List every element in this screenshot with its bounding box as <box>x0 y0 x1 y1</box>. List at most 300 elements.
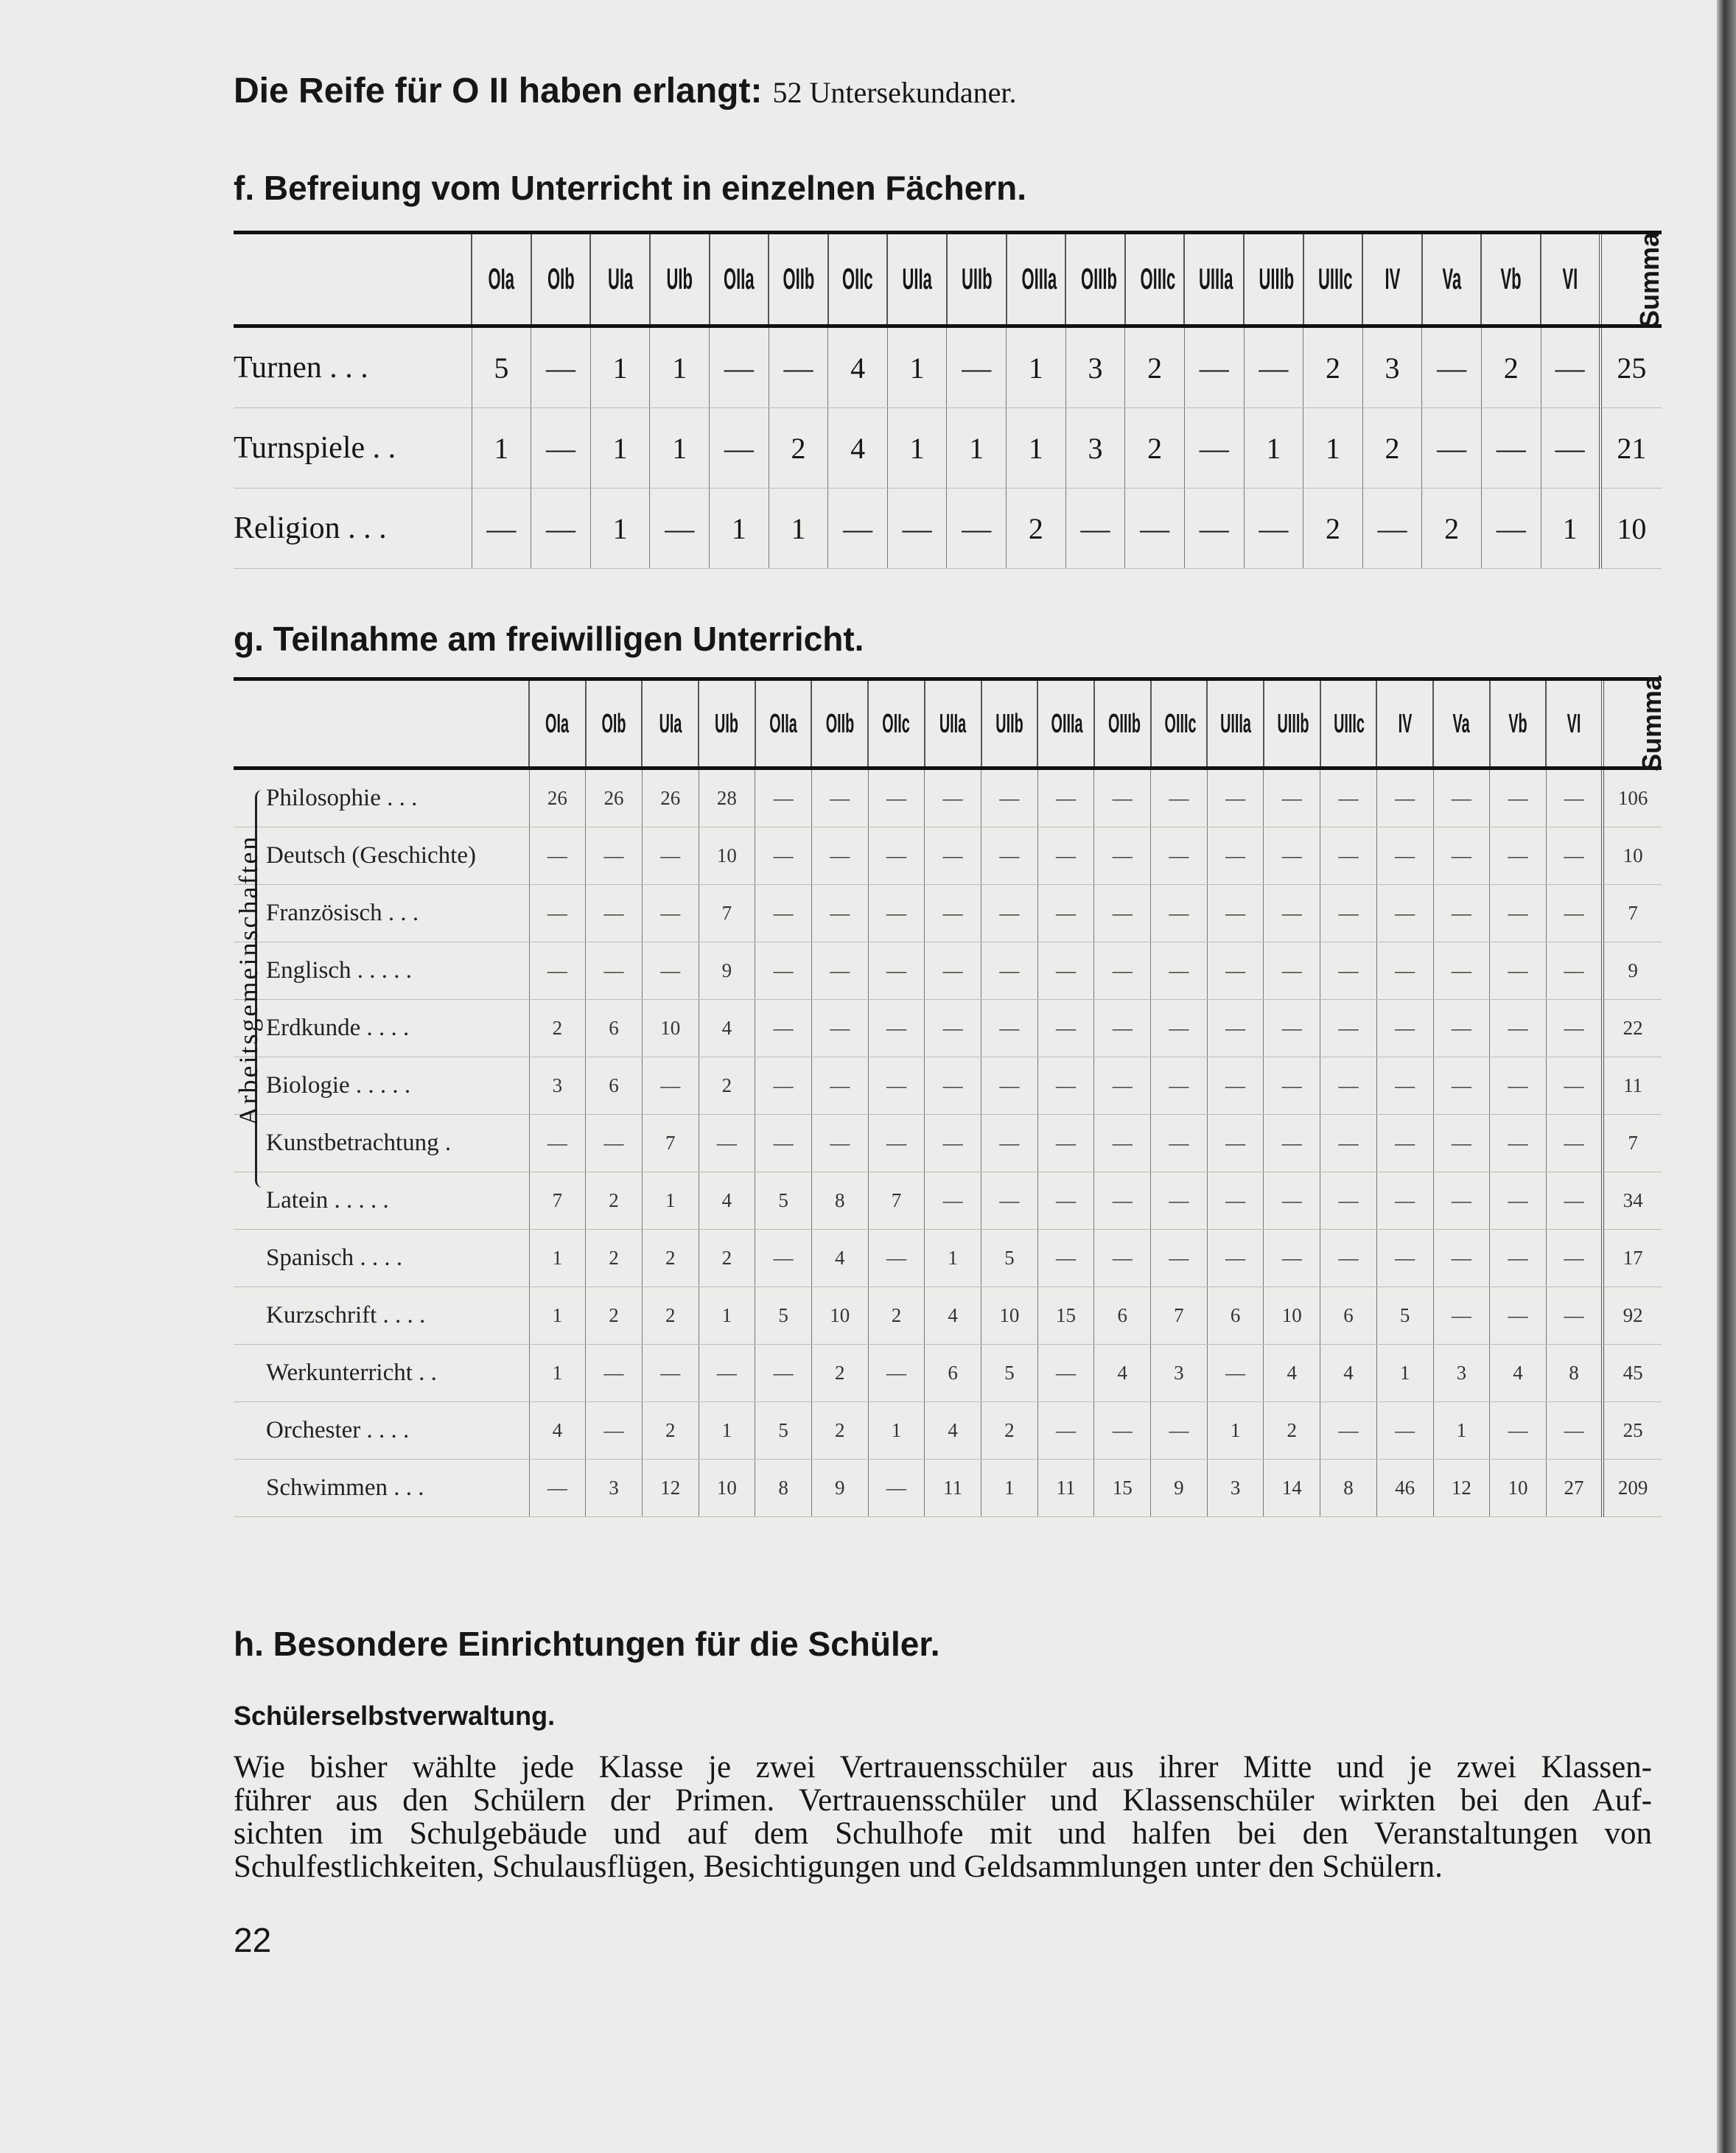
table-cell: — <box>1320 1172 1377 1230</box>
table-row <box>234 1230 1662 1287</box>
section-g-title: g. Teilnahme am freiwilligen Unterricht. <box>234 620 864 658</box>
column-header <box>1541 233 1600 326</box>
table-cell: — <box>1490 885 1547 942</box>
table-cell: 14 <box>1264 1460 1320 1517</box>
column-header <box>1007 233 1066 326</box>
table-cell: 1 <box>1244 408 1303 489</box>
table-cell: — <box>586 885 643 942</box>
table-cell: 10 <box>699 1460 755 1517</box>
table-cell: — <box>650 489 710 569</box>
column-header-label: OIIc <box>842 262 873 295</box>
table-cell: — <box>868 1000 925 1057</box>
table-cell: — <box>925 942 981 1000</box>
row-sum: 10 <box>1603 827 1662 885</box>
table-cell: 8 <box>1546 1345 1603 1402</box>
table-cell: — <box>1433 1172 1490 1230</box>
column-header <box>868 679 925 769</box>
column-header-label: Summa <box>1637 675 1667 772</box>
table-cell: — <box>1376 1230 1433 1287</box>
column-header-label: OIIIa <box>1051 708 1083 738</box>
table-cell: — <box>1264 1057 1320 1115</box>
table-cell: — <box>1264 1230 1320 1287</box>
table-cell: 3 <box>1065 326 1125 408</box>
table-cell: — <box>1320 1115 1377 1172</box>
table-cell: 5 <box>755 1172 812 1230</box>
table-cell: — <box>1546 1230 1603 1287</box>
column-header <box>1303 233 1363 326</box>
table-cell: — <box>868 827 925 885</box>
table-cell: — <box>1037 885 1094 942</box>
group-label: Arbeitsgemeinschaften <box>234 834 263 1126</box>
reife-value: 52 Untersekundaner. <box>772 76 1017 109</box>
table-cell: — <box>1094 1115 1151 1172</box>
table-cell: — <box>1433 827 1490 885</box>
column-header <box>529 679 586 769</box>
table-cell: — <box>1037 769 1094 827</box>
table-cell: — <box>1376 769 1433 827</box>
table-cell: 7 <box>529 1172 586 1230</box>
table-cell: — <box>868 885 925 942</box>
row-sum: 7 <box>1603 1115 1662 1172</box>
table-cell: — <box>1037 1345 1094 1402</box>
table-cell: — <box>529 1115 586 1172</box>
table-cell: — <box>642 1345 699 1402</box>
table-cell: 6 <box>586 1000 643 1057</box>
table-row <box>234 489 1662 569</box>
table-cell: 11 <box>1037 1460 1094 1517</box>
table-cell: — <box>981 942 1038 1000</box>
table-cell: — <box>1376 827 1433 885</box>
table-cell: 9 <box>1151 1460 1208 1517</box>
column-header <box>947 233 1007 326</box>
table-cell: 1 <box>1207 1402 1264 1460</box>
table-cell: — <box>531 408 591 489</box>
column-header <box>642 679 699 769</box>
table-cell: — <box>1433 1057 1490 1115</box>
table-cell: — <box>1546 769 1603 827</box>
row-label: Schwimmen . . . <box>234 1460 529 1517</box>
table-cell: 4 <box>1320 1345 1377 1402</box>
table-cell: — <box>529 885 586 942</box>
table-cell: 4 <box>811 1230 868 1287</box>
column-header-label: Summa <box>1634 231 1665 328</box>
table-cell: — <box>1151 942 1208 1000</box>
table-cell: 3 <box>1065 408 1125 489</box>
table-cell: 2 <box>1362 408 1422 489</box>
table-cell: 1 <box>529 1345 586 1402</box>
table-cell: — <box>1264 1115 1320 1172</box>
column-header-label: OIa <box>545 708 570 738</box>
table-cell: — <box>1481 408 1541 489</box>
table-cell: 2 <box>1125 408 1185 489</box>
table-cell: 6 <box>1094 1287 1151 1345</box>
table-cell: — <box>1490 827 1547 885</box>
row-sum: 209 <box>1603 1460 1662 1517</box>
table-cell: — <box>1320 1230 1377 1287</box>
table-cell: — <box>1207 1115 1264 1172</box>
table-cell: — <box>1541 408 1600 489</box>
table-cell: 5 <box>755 1402 812 1460</box>
table-cell: — <box>1433 942 1490 1000</box>
table-cell: 2 <box>769 408 828 489</box>
column-header-label: UIIIc <box>1333 708 1365 738</box>
column-header <box>1320 679 1377 769</box>
table-cell: 7 <box>868 1172 925 1230</box>
reife-label: Die Reife für O II haben erlangt: <box>234 71 763 111</box>
table-cell: — <box>1151 1402 1208 1460</box>
column-header-label: IV <box>1385 262 1400 295</box>
table-cell: — <box>925 1172 981 1230</box>
table-cell: — <box>1264 1000 1320 1057</box>
column-header-label: UIa <box>607 262 633 295</box>
table-cell: — <box>868 942 925 1000</box>
table-cell: — <box>887 489 947 569</box>
paragraph-line: Schulfestlichkeiten, Schulausflügen, Besichtigungen und Geldsammlungen unter den Schülern. <box>234 1849 1443 1884</box>
table-cell: — <box>1264 885 1320 942</box>
paragraph-line: Wie bisher wählte jede Klasse je zwei Vertrauensschüler aus ihrer Mitte und je zwei Klassen- <box>234 1750 1652 1785</box>
column-header <box>1264 679 1320 769</box>
table-cell: — <box>1376 1172 1433 1230</box>
table-cell: — <box>1422 326 1482 408</box>
table-cell: 3 <box>1151 1345 1208 1402</box>
table-cell: 6 <box>1320 1287 1377 1345</box>
table-cell: — <box>1546 1172 1603 1230</box>
row-label: Orchester . . . . <box>234 1402 529 1460</box>
column-header <box>1546 679 1603 769</box>
table-cell: — <box>586 1115 643 1172</box>
table-cell: — <box>1151 1057 1208 1115</box>
row-sum: 25 <box>1600 326 1662 408</box>
row-sum: 34 <box>1603 1172 1662 1230</box>
table-cell: 4 <box>925 1287 981 1345</box>
column-header <box>590 233 650 326</box>
column-header <box>1037 679 1094 769</box>
table-cell: 3 <box>529 1057 586 1115</box>
table-cell: 1 <box>529 1287 586 1345</box>
column-header-label: UIa <box>659 708 682 738</box>
table-cell: 2 <box>699 1057 755 1115</box>
row-label: Turnspiele . . <box>234 408 472 489</box>
table-cell: — <box>1184 326 1244 408</box>
column-header <box>531 233 591 326</box>
table-cell: 1 <box>710 489 769 569</box>
row-sum: 11 <box>1603 1057 1662 1115</box>
table-cell: — <box>1490 1402 1547 1460</box>
row-label: Spanisch . . . . <box>234 1230 529 1287</box>
table-cell: 2 <box>1007 489 1066 569</box>
table-cell: — <box>981 769 1038 827</box>
column-header-label: OIIa <box>769 708 797 738</box>
row-label: Turnen . . . <box>234 326 472 408</box>
table-cell: — <box>1320 942 1377 1000</box>
table-cell: — <box>811 1057 868 1115</box>
table-cell: — <box>586 827 643 885</box>
table-cell: — <box>1151 827 1208 885</box>
table-cell: — <box>811 885 868 942</box>
table-cell: — <box>1546 1402 1603 1460</box>
table-cell: — <box>981 1057 1038 1115</box>
table-cell: — <box>529 942 586 1000</box>
table-row <box>234 1172 1662 1230</box>
table-cell: 10 <box>1490 1460 1547 1517</box>
row-label: Religion . . . <box>234 489 472 569</box>
table-row <box>234 1115 1662 1172</box>
table-cell: 10 <box>811 1287 868 1345</box>
table-cell: 26 <box>586 769 643 827</box>
table-cell: — <box>586 1402 643 1460</box>
table-cell: — <box>755 1115 812 1172</box>
column-header-label: UIIIb <box>1277 708 1309 738</box>
table-row <box>234 326 1662 408</box>
table-row <box>234 1057 1662 1115</box>
paragraph-line: sichten im Schulgebäude und auf dem Schulhofe mit und halfen bei den Veranstaltungen von <box>234 1816 1652 1851</box>
table-cell: — <box>529 1460 586 1517</box>
table-cell: 8 <box>811 1172 868 1230</box>
table-cell: — <box>1320 769 1377 827</box>
table-cell: 4 <box>925 1402 981 1460</box>
table-row <box>234 885 1662 942</box>
table-cell: — <box>1320 827 1377 885</box>
table-cell: — <box>981 1115 1038 1172</box>
table-cell: 8 <box>1320 1460 1377 1517</box>
section-h-subtitle: Schülerselbstverwaltung. <box>234 1701 556 1731</box>
table-cell: 2 <box>642 1287 699 1345</box>
table-cell: — <box>811 1000 868 1057</box>
table-cell: — <box>1264 827 1320 885</box>
table-cell: — <box>1490 1000 1547 1057</box>
column-header-label: UIb <box>715 708 739 738</box>
table-cell: — <box>1244 489 1303 569</box>
table-cell: — <box>1207 1345 1264 1402</box>
table-cell: 1 <box>699 1287 755 1345</box>
table-row <box>234 1402 1662 1460</box>
table-cell: 10 <box>981 1287 1038 1345</box>
table-cell: — <box>1184 408 1244 489</box>
table-cell: 1 <box>650 408 710 489</box>
table-cell: — <box>868 1345 925 1402</box>
table-cell: — <box>1151 1172 1208 1230</box>
table-cell: — <box>755 1230 812 1287</box>
table-cell: — <box>868 1057 925 1115</box>
table-cell: — <box>868 1460 925 1517</box>
table-cell: — <box>642 827 699 885</box>
table-cell: — <box>981 885 1038 942</box>
column-header <box>1490 679 1547 769</box>
table-cell: — <box>1184 489 1244 569</box>
table-cell: — <box>642 1057 699 1115</box>
page-edge-shadow <box>1717 0 1736 2153</box>
table-cell: — <box>1541 326 1600 408</box>
table-cell: 1 <box>529 1230 586 1287</box>
table-cell: 10 <box>642 1000 699 1057</box>
table-cell: 2 <box>1125 326 1185 408</box>
table-row <box>234 942 1662 1000</box>
header-row <box>234 233 1662 326</box>
table-cell: — <box>1264 942 1320 1000</box>
table-cell: — <box>947 326 1007 408</box>
table-cell: 1 <box>590 326 650 408</box>
table-row <box>234 408 1662 489</box>
table-cell: 6 <box>586 1057 643 1115</box>
table-row <box>234 1000 1662 1057</box>
row-label: Latein . . . . . <box>234 1172 529 1230</box>
table-cell: — <box>1037 827 1094 885</box>
table-cell: 1 <box>1007 408 1066 489</box>
table-cell: 4 <box>1490 1345 1547 1402</box>
column-header-label: UIIa <box>939 708 967 738</box>
table-cell: 28 <box>699 769 755 827</box>
column-header <box>755 679 812 769</box>
table-cell: — <box>1207 942 1264 1000</box>
table-cell: — <box>710 326 769 408</box>
column-header-label: OIIIb <box>1081 262 1118 295</box>
table-cell: 2 <box>1481 326 1541 408</box>
table-cell: — <box>769 326 828 408</box>
table-cell: — <box>755 942 812 1000</box>
column-header-label: OIb <box>601 708 626 738</box>
column-header <box>1362 233 1422 326</box>
table-cell: 3 <box>1207 1460 1264 1517</box>
table-cell: 2 <box>1303 326 1363 408</box>
column-header <box>981 679 1038 769</box>
table-cell: 6 <box>1207 1287 1264 1345</box>
table-cell: 2 <box>1264 1402 1320 1460</box>
row-label: Französisch . . . <box>234 885 529 942</box>
table-cell: — <box>1094 1230 1151 1287</box>
table-cell: — <box>1151 1230 1208 1287</box>
table-cell: 1 <box>1433 1402 1490 1460</box>
table-cell: — <box>1207 1230 1264 1287</box>
table-cell: 1 <box>642 1172 699 1230</box>
column-header-label: OIIb <box>825 708 855 738</box>
table-cell: 2 <box>1303 489 1363 569</box>
table-cell: — <box>1546 827 1603 885</box>
table-cell: 15 <box>1094 1460 1151 1517</box>
row-sum: 9 <box>1603 942 1662 1000</box>
column-header-label: VI <box>1562 262 1578 295</box>
column-header-label: OIIIc <box>1164 708 1197 738</box>
table-cell: 1 <box>1376 1345 1433 1402</box>
table-cell: 3 <box>586 1460 643 1517</box>
section-h-paragraph <box>234 1751 1652 1883</box>
table-cell: — <box>925 885 981 942</box>
table-cell: 7 <box>642 1115 699 1172</box>
table-cell: — <box>1546 942 1603 1000</box>
table-cell: 4 <box>529 1402 586 1460</box>
column-header <box>925 679 981 769</box>
row-sum: 7 <box>1603 885 1662 942</box>
table-cell: — <box>1037 1115 1094 1172</box>
table-cell: 27 <box>1546 1460 1603 1517</box>
table-cell: — <box>1037 1000 1094 1057</box>
table-cell: — <box>1320 1057 1377 1115</box>
table-cell: 2 <box>586 1287 643 1345</box>
table-cell: — <box>1151 885 1208 942</box>
table-cell: — <box>1065 489 1125 569</box>
column-header-label: IV <box>1398 708 1413 738</box>
table-cell: 6 <box>925 1345 981 1402</box>
table-cell: — <box>1490 1287 1547 1345</box>
table-cell: 1 <box>590 489 650 569</box>
column-header <box>1151 679 1208 769</box>
column-header-label: UIIIa <box>1220 708 1252 738</box>
column-header <box>710 233 769 326</box>
table-cell: — <box>1320 885 1377 942</box>
table-cell: 12 <box>1433 1460 1490 1517</box>
row-label: Kurzschrift . . . . <box>234 1287 529 1345</box>
table-cell: 2 <box>981 1402 1038 1460</box>
table-cell: — <box>925 827 981 885</box>
table-cell: — <box>925 1057 981 1115</box>
table-cell: — <box>1362 489 1422 569</box>
table-cell: — <box>1037 1402 1094 1460</box>
column-header <box>1600 231 1665 328</box>
column-header-label: UIIIc <box>1317 262 1353 295</box>
column-header-label: UIIb <box>995 708 1023 738</box>
row-label: Englisch . . . . . <box>234 942 529 1000</box>
table-cell: — <box>811 827 868 885</box>
table-cell: — <box>1037 942 1094 1000</box>
table-cell: 9 <box>699 942 755 1000</box>
column-header-label: OIIIa <box>1021 262 1057 295</box>
table-row <box>234 769 1662 827</box>
header-corner <box>234 233 472 326</box>
reife-line <box>234 71 1016 111</box>
table-cell: 4 <box>828 408 888 489</box>
table-cell: — <box>868 1230 925 1287</box>
column-header <box>1422 233 1482 326</box>
table-cell: — <box>1481 489 1541 569</box>
table-cell: — <box>1490 1172 1547 1230</box>
table-cell: 26 <box>642 769 699 827</box>
table-cell: 1 <box>1303 408 1363 489</box>
column-header <box>1065 233 1125 326</box>
table-cell: — <box>1207 1000 1264 1057</box>
column-header-label: UIIa <box>902 262 932 295</box>
table-cell: 11 <box>925 1460 981 1517</box>
table-cell: 5 <box>981 1345 1038 1402</box>
header-row <box>234 679 1662 769</box>
table-cell: — <box>981 827 1038 885</box>
table-cell: 1 <box>650 326 710 408</box>
table-cell: 2 <box>586 1230 643 1287</box>
table-cell: — <box>710 408 769 489</box>
table-cell: 2 <box>811 1345 868 1402</box>
row-sum: 45 <box>1603 1345 1662 1402</box>
table-cell: 4 <box>828 326 888 408</box>
table-cell: — <box>755 1057 812 1115</box>
table-cell: 2 <box>699 1230 755 1287</box>
table-cell: 10 <box>1264 1287 1320 1345</box>
table-cell: 1 <box>699 1402 755 1460</box>
table-cell: — <box>1264 769 1320 827</box>
table-cell: — <box>1094 1000 1151 1057</box>
section-f-title: f. Befreiung vom Unterricht in einzelnen Fächern. <box>234 169 1027 207</box>
table-cell: 1 <box>947 408 1007 489</box>
table-cell: — <box>811 769 868 827</box>
table-cell: — <box>1037 1172 1094 1230</box>
table-cell: 2 <box>868 1287 925 1345</box>
table-cell: — <box>1151 769 1208 827</box>
column-header-label: UIb <box>666 262 693 295</box>
row-label: Philosophie . . . <box>234 769 529 827</box>
table-cell: — <box>1376 1057 1433 1115</box>
table-cell: 2 <box>642 1230 699 1287</box>
column-header-label: OIIa <box>724 262 755 295</box>
row-sum: 92 <box>1603 1287 1662 1345</box>
table-cell: — <box>1490 942 1547 1000</box>
voluntary-classes-table <box>234 675 1667 1517</box>
